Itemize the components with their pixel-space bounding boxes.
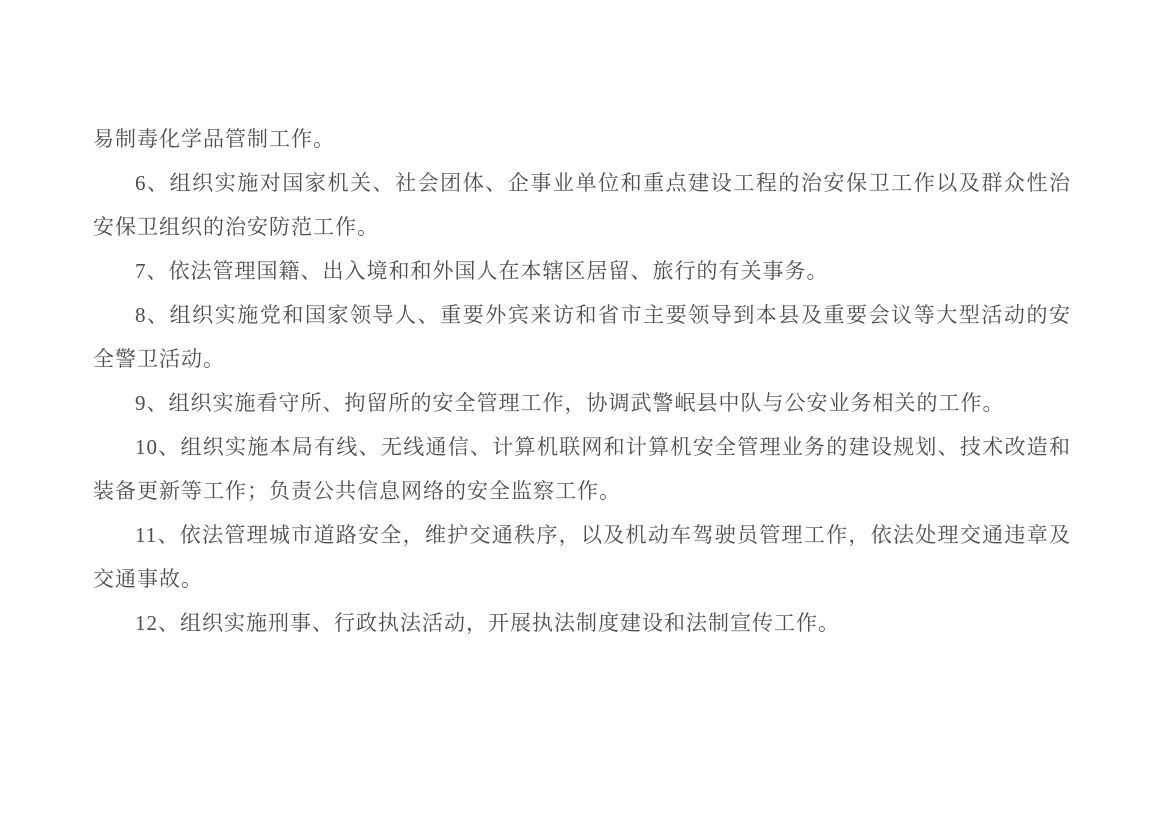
text-line-item8-start: 8、组织实施党和国家领导人、重要外宾来访和省市主要领导到本县及重要会议等大型活动的安 bbox=[135, 303, 1071, 327]
text-line-item11-start: 11、依法管理城市道路安全，维护交通秩序，以及机动车驾驶员管理工作，依法处理交通违章及 bbox=[135, 523, 1071, 547]
text-line-item8-end: 全警卫活动。 bbox=[93, 347, 225, 371]
text-line-item12: 12、组织实施刑事、行政执法活动，开展执法制度建设和法制宣传工作。 bbox=[135, 611, 840, 635]
text-line-item9: 9、组织实施看守所、拘留所的安全管理工作，协调武警岷县中队与公安业务相关的工作。 bbox=[135, 391, 1005, 415]
text-line-item7: 7、依法管理国籍、出入境和和外国人在本辖区居留、旅行的有关事务。 bbox=[135, 259, 829, 283]
document-page bbox=[93, 117, 1071, 645]
text-line-item10-start: 10、组织实施本局有线、无线通信、计算机联网和计算机安全管理业务的建设规划、技术改造和 bbox=[135, 435, 1071, 459]
text-line-item6-start: 6、组织实施对国家机关、社会团体、企事业单位和重点建设工程的治安保卫工作以及群众性治 bbox=[135, 171, 1071, 195]
text-line-item6-end: 安保卫组织的治安防范工作。 bbox=[93, 215, 379, 239]
text-line-item10-end: 装备更新等工作；负责公共信息网络的安全监察工作。 bbox=[93, 479, 621, 503]
text-line-continuation-item5: 易制毒化学品管制工作。 bbox=[93, 127, 335, 151]
text-line-item11-end: 交通事故。 bbox=[93, 567, 203, 591]
